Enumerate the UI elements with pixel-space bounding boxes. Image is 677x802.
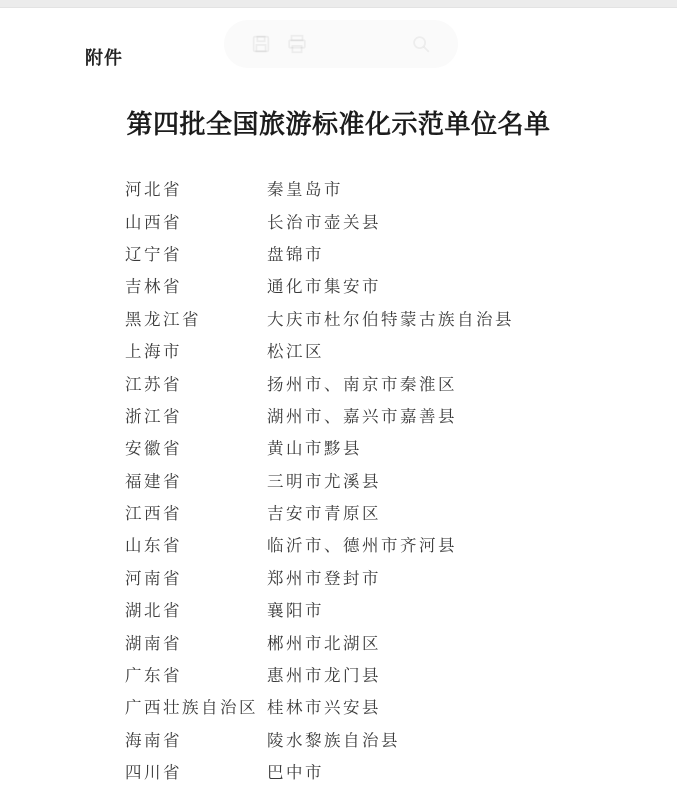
attachment-label: 附件 bbox=[85, 48, 123, 68]
list-item bbox=[0, 561, 677, 593]
units-cell: 大庆市杜尔伯特蒙古族自治县 bbox=[267, 309, 514, 329]
province-cell: 河北省 bbox=[125, 180, 182, 200]
units-cell: 桂林市兴安县 bbox=[267, 698, 381, 718]
province-cell: 山东省 bbox=[125, 536, 182, 556]
units-cell: 扬州市、南京市秦淮区 bbox=[267, 374, 457, 394]
list-item bbox=[0, 172, 677, 204]
units-cell: 盘锦市 bbox=[267, 244, 324, 264]
units-cell: 黄山市黟县 bbox=[267, 439, 362, 459]
units-cell: 湖州市、嘉兴市嘉善县 bbox=[267, 406, 457, 426]
province-cell: 河南省 bbox=[125, 568, 182, 588]
list-item bbox=[0, 496, 677, 528]
province-cell: 广东省 bbox=[125, 666, 182, 686]
list-item bbox=[0, 237, 677, 269]
units-cell: 陵水黎族自治县 bbox=[267, 730, 400, 750]
units-cell: 三明市尤溪县 bbox=[267, 471, 381, 491]
province-cell: 湖北省 bbox=[125, 601, 182, 621]
units-cell: 巴中市 bbox=[267, 763, 324, 783]
list-item bbox=[0, 204, 677, 236]
province-cell: 黑龙江省 bbox=[125, 309, 201, 329]
list-item bbox=[0, 269, 677, 301]
list-item bbox=[0, 625, 677, 657]
save-icon[interactable] bbox=[250, 33, 272, 55]
units-cell: 长治市壶关县 bbox=[267, 212, 381, 232]
list-item bbox=[0, 593, 677, 625]
list-item bbox=[0, 464, 677, 496]
province-cell: 吉林省 bbox=[125, 277, 182, 297]
list-item bbox=[0, 723, 677, 755]
units-cell: 吉安市青原区 bbox=[267, 504, 381, 524]
province-cell: 湖南省 bbox=[125, 633, 182, 653]
list-item bbox=[0, 755, 677, 787]
province-cell: 上海市 bbox=[125, 342, 182, 362]
units-list bbox=[0, 172, 677, 787]
printer-icon[interactable] bbox=[286, 33, 308, 55]
units-cell: 临沂市、德州市齐河县 bbox=[267, 536, 457, 556]
province-cell: 江西省 bbox=[125, 504, 182, 524]
list-item bbox=[0, 658, 677, 690]
units-cell: 襄阳市 bbox=[267, 601, 324, 621]
province-cell: 福建省 bbox=[125, 471, 182, 491]
province-cell: 山西省 bbox=[125, 212, 182, 232]
page-top-edge bbox=[0, 0, 677, 8]
province-cell: 辽宁省 bbox=[125, 244, 182, 264]
list-item bbox=[0, 431, 677, 463]
list-item bbox=[0, 302, 677, 334]
units-cell: 松江区 bbox=[267, 342, 324, 362]
units-cell: 秦皇岛市 bbox=[267, 180, 343, 200]
list-item bbox=[0, 690, 677, 722]
province-cell: 安徽省 bbox=[125, 439, 182, 459]
units-cell: 通化市集安市 bbox=[267, 277, 381, 297]
province-cell: 四川省 bbox=[125, 763, 182, 783]
list-item bbox=[0, 334, 677, 366]
floating-toolbar bbox=[224, 20, 458, 68]
list-item bbox=[0, 528, 677, 560]
province-cell: 浙江省 bbox=[125, 406, 182, 426]
province-cell: 海南省 bbox=[125, 730, 182, 750]
province-cell: 江苏省 bbox=[125, 374, 182, 394]
search-icon[interactable] bbox=[410, 33, 432, 55]
units-cell: 郑州市登封市 bbox=[267, 568, 381, 588]
province-cell: 广西壮族自治区 bbox=[125, 698, 258, 718]
list-item bbox=[0, 366, 677, 398]
units-cell: 惠州市龙门县 bbox=[267, 666, 381, 686]
document-title: 第四批全国旅游标准化示范单位名单 bbox=[126, 110, 551, 139]
list-item bbox=[0, 399, 677, 431]
units-cell: 郴州市北湖区 bbox=[267, 633, 381, 653]
